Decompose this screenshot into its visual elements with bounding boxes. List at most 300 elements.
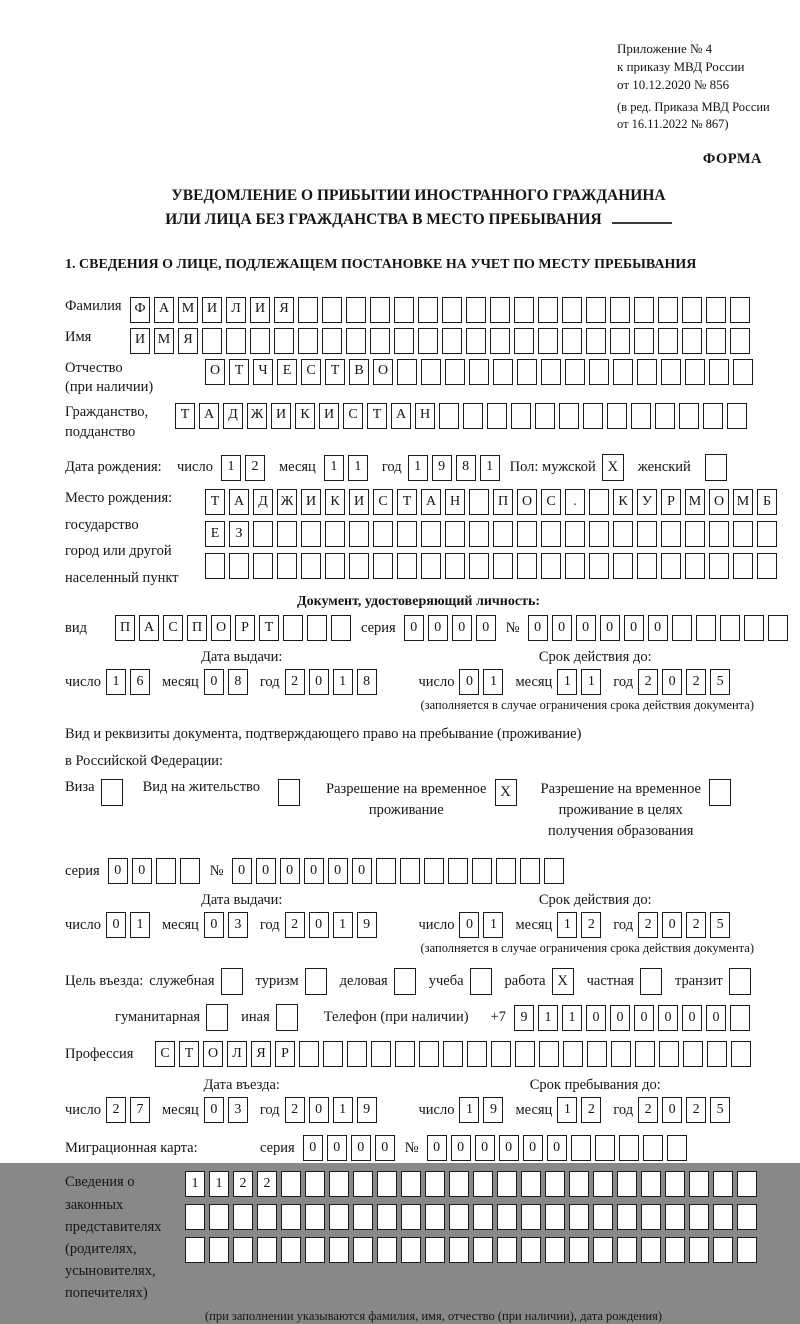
char-cell[interactable] bbox=[709, 521, 729, 547]
char-cell[interactable] bbox=[376, 858, 396, 884]
char-cell[interactable]: 0 bbox=[328, 858, 348, 884]
char-cell[interactable]: Ч bbox=[253, 359, 273, 385]
char-cell[interactable] bbox=[709, 359, 729, 385]
char-cell[interactable] bbox=[539, 1041, 559, 1067]
char-cell[interactable] bbox=[545, 1204, 565, 1230]
issued-year-cells[interactable] bbox=[285, 669, 377, 695]
char-cell[interactable]: 9 bbox=[514, 1005, 534, 1031]
char-cell[interactable]: Н bbox=[415, 403, 435, 429]
char-cell[interactable] bbox=[298, 328, 318, 354]
char-cell[interactable] bbox=[730, 328, 750, 354]
char-cell[interactable] bbox=[467, 1041, 487, 1067]
char-cell[interactable] bbox=[449, 1171, 469, 1197]
birth-place-cells-row2[interactable] bbox=[205, 521, 777, 547]
char-cell[interactable] bbox=[595, 1135, 615, 1161]
char-cell[interactable]: 5 bbox=[710, 912, 730, 938]
char-cell[interactable] bbox=[593, 1237, 613, 1263]
char-cell[interactable]: 1 bbox=[130, 912, 150, 938]
char-cell[interactable] bbox=[425, 1204, 445, 1230]
char-cell[interactable]: П bbox=[187, 615, 207, 641]
char-cell[interactable] bbox=[706, 297, 726, 323]
char-cell[interactable] bbox=[733, 359, 753, 385]
char-cell[interactable]: И bbox=[319, 403, 339, 429]
char-cell[interactable]: 0 bbox=[528, 615, 548, 641]
char-cell[interactable] bbox=[156, 858, 176, 884]
char-cell[interactable] bbox=[323, 1041, 343, 1067]
char-cell[interactable] bbox=[397, 553, 417, 579]
char-cell[interactable] bbox=[281, 1171, 301, 1197]
char-cell[interactable]: 2 bbox=[581, 1097, 601, 1123]
char-cell[interactable]: А bbox=[139, 615, 159, 641]
char-cell[interactable] bbox=[307, 615, 327, 641]
char-cell[interactable] bbox=[493, 521, 513, 547]
char-cell[interactable]: 8 bbox=[456, 455, 476, 481]
char-cell[interactable] bbox=[565, 521, 585, 547]
char-cell[interactable]: 0 bbox=[662, 1097, 682, 1123]
char-cell[interactable] bbox=[229, 553, 249, 579]
rvp-checkbox[interactable]: X bbox=[495, 779, 517, 806]
char-cell[interactable]: 1 bbox=[221, 455, 241, 481]
char-cell[interactable]: Т bbox=[367, 403, 387, 429]
char-cell[interactable]: 0 bbox=[662, 912, 682, 938]
char-cell[interactable]: 1 bbox=[408, 455, 428, 481]
char-cell[interactable] bbox=[613, 359, 633, 385]
char-cell[interactable] bbox=[541, 553, 561, 579]
char-cell[interactable] bbox=[637, 521, 657, 547]
char-cell[interactable] bbox=[703, 403, 723, 429]
char-cell[interactable] bbox=[617, 1237, 637, 1263]
char-cell[interactable] bbox=[469, 489, 489, 515]
char-cell[interactable] bbox=[418, 297, 438, 323]
char-cell[interactable] bbox=[370, 328, 390, 354]
char-cell[interactable] bbox=[685, 521, 705, 547]
char-cell[interactable]: 0 bbox=[476, 615, 496, 641]
char-cell[interactable] bbox=[733, 521, 753, 547]
char-cell[interactable] bbox=[538, 297, 558, 323]
char-cell[interactable]: 0 bbox=[327, 1135, 347, 1161]
char-cell[interactable]: 2 bbox=[257, 1171, 277, 1197]
char-cell[interactable] bbox=[517, 359, 537, 385]
char-cell[interactable] bbox=[569, 1171, 589, 1197]
rvp-edu-checkbox[interactable] bbox=[709, 779, 731, 806]
char-cell[interactable]: Е bbox=[277, 359, 297, 385]
char-cell[interactable] bbox=[439, 403, 459, 429]
char-cell[interactable]: 0 bbox=[309, 912, 329, 938]
char-cell[interactable] bbox=[679, 403, 699, 429]
char-cell[interactable] bbox=[517, 553, 537, 579]
char-cell[interactable] bbox=[682, 297, 702, 323]
char-cell[interactable] bbox=[634, 297, 654, 323]
guardians-cells-row2[interactable] bbox=[185, 1204, 757, 1230]
purpose-chastnaya-checkbox[interactable] bbox=[640, 968, 662, 995]
char-cell[interactable]: 9 bbox=[357, 1097, 377, 1123]
char-cell[interactable] bbox=[737, 1237, 757, 1263]
char-cell[interactable] bbox=[445, 553, 465, 579]
char-cell[interactable]: 1 bbox=[483, 912, 503, 938]
char-cell[interactable]: 9 bbox=[357, 912, 377, 938]
entry-month-cells[interactable] bbox=[204, 1097, 248, 1123]
char-cell[interactable]: Е bbox=[205, 521, 225, 547]
char-cell[interactable] bbox=[497, 1237, 517, 1263]
purpose-tranzit-checkbox[interactable] bbox=[729, 968, 751, 995]
char-cell[interactable] bbox=[449, 1237, 469, 1263]
char-cell[interactable]: Т bbox=[229, 359, 249, 385]
char-cell[interactable] bbox=[667, 1135, 687, 1161]
char-cell[interactable] bbox=[277, 553, 297, 579]
char-cell[interactable]: 0 bbox=[475, 1135, 495, 1161]
char-cell[interactable] bbox=[442, 328, 462, 354]
purpose-delovaya-checkbox[interactable] bbox=[394, 968, 416, 995]
char-cell[interactable]: 0 bbox=[309, 669, 329, 695]
char-cell[interactable] bbox=[635, 1041, 655, 1067]
char-cell[interactable]: М bbox=[685, 489, 705, 515]
char-cell[interactable]: Ж bbox=[247, 403, 267, 429]
char-cell[interactable] bbox=[180, 858, 200, 884]
char-cell[interactable] bbox=[730, 297, 750, 323]
char-cell[interactable]: И bbox=[301, 489, 321, 515]
char-cell[interactable] bbox=[185, 1237, 205, 1263]
char-cell[interactable] bbox=[226, 328, 246, 354]
char-cell[interactable]: 5 bbox=[710, 669, 730, 695]
rvp-valid-year-cells[interactable] bbox=[638, 912, 730, 938]
char-cell[interactable]: Т bbox=[325, 359, 345, 385]
char-cell[interactable] bbox=[301, 521, 321, 547]
char-cell[interactable] bbox=[421, 359, 441, 385]
char-cell[interactable] bbox=[349, 521, 369, 547]
char-cell[interactable] bbox=[202, 328, 222, 354]
char-cell[interactable]: 0 bbox=[523, 1135, 543, 1161]
char-cell[interactable] bbox=[463, 403, 483, 429]
char-cell[interactable]: 0 bbox=[256, 858, 276, 884]
char-cell[interactable] bbox=[571, 1135, 591, 1161]
char-cell[interactable]: И bbox=[349, 489, 369, 515]
char-cell[interactable] bbox=[589, 553, 609, 579]
issued-day-cells[interactable] bbox=[106, 669, 150, 695]
char-cell[interactable] bbox=[425, 1237, 445, 1263]
char-cell[interactable] bbox=[401, 1237, 421, 1263]
char-cell[interactable]: О bbox=[709, 489, 729, 515]
char-cell[interactable]: И bbox=[250, 297, 270, 323]
char-cell[interactable] bbox=[394, 297, 414, 323]
char-cell[interactable] bbox=[737, 1204, 757, 1230]
char-cell[interactable] bbox=[253, 553, 273, 579]
char-cell[interactable] bbox=[473, 1171, 493, 1197]
char-cell[interactable]: 2 bbox=[686, 1097, 706, 1123]
char-cell[interactable]: 0 bbox=[586, 1005, 606, 1031]
char-cell[interactable]: И bbox=[130, 328, 150, 354]
char-cell[interactable]: 7 bbox=[130, 1097, 150, 1123]
char-cell[interactable]: 5 bbox=[710, 1097, 730, 1123]
char-cell[interactable]: И bbox=[202, 297, 222, 323]
char-cell[interactable]: Т bbox=[205, 489, 225, 515]
char-cell[interactable]: 0 bbox=[375, 1135, 395, 1161]
char-cell[interactable]: Д bbox=[253, 489, 273, 515]
char-cell[interactable]: 1 bbox=[483, 669, 503, 695]
char-cell[interactable] bbox=[757, 553, 777, 579]
char-cell[interactable] bbox=[661, 359, 681, 385]
migration-number-cells[interactable] bbox=[427, 1135, 687, 1161]
char-cell[interactable] bbox=[305, 1204, 325, 1230]
char-cell[interactable]: С bbox=[155, 1041, 175, 1067]
char-cell[interactable]: С bbox=[541, 489, 561, 515]
char-cell[interactable] bbox=[496, 858, 516, 884]
char-cell[interactable] bbox=[545, 1171, 565, 1197]
char-cell[interactable]: 1 bbox=[185, 1171, 205, 1197]
char-cell[interactable]: 0 bbox=[662, 669, 682, 695]
char-cell[interactable] bbox=[395, 1041, 415, 1067]
char-cell[interactable]: 2 bbox=[638, 1097, 658, 1123]
valid-year-cells[interactable] bbox=[638, 669, 730, 695]
char-cell[interactable]: 0 bbox=[610, 1005, 630, 1031]
char-cell[interactable] bbox=[346, 328, 366, 354]
char-cell[interactable] bbox=[253, 521, 273, 547]
char-cell[interactable]: А bbox=[391, 403, 411, 429]
char-cell[interactable]: 0 bbox=[204, 912, 224, 938]
char-cell[interactable]: П bbox=[493, 489, 513, 515]
char-cell[interactable] bbox=[353, 1204, 373, 1230]
char-cell[interactable]: 0 bbox=[309, 1097, 329, 1123]
char-cell[interactable] bbox=[517, 521, 537, 547]
char-cell[interactable] bbox=[696, 615, 716, 641]
char-cell[interactable]: Л bbox=[226, 297, 246, 323]
char-cell[interactable] bbox=[737, 1171, 757, 1197]
char-cell[interactable]: Я bbox=[178, 328, 198, 354]
char-cell[interactable] bbox=[497, 1171, 517, 1197]
char-cell[interactable] bbox=[394, 328, 414, 354]
char-cell[interactable] bbox=[709, 553, 729, 579]
char-cell[interactable] bbox=[424, 858, 444, 884]
char-cell[interactable]: О bbox=[203, 1041, 223, 1067]
char-cell[interactable] bbox=[682, 328, 702, 354]
char-cell[interactable] bbox=[233, 1237, 253, 1263]
char-cell[interactable] bbox=[257, 1204, 277, 1230]
char-cell[interactable]: 1 bbox=[557, 1097, 577, 1123]
char-cell[interactable]: 0 bbox=[132, 858, 152, 884]
rvp-issued-day-cells[interactable] bbox=[106, 912, 150, 938]
char-cell[interactable]: 6 bbox=[130, 669, 150, 695]
char-cell[interactable] bbox=[331, 615, 351, 641]
purpose-turizm-checkbox[interactable] bbox=[305, 968, 327, 995]
char-cell[interactable]: 1 bbox=[324, 455, 344, 481]
char-cell[interactable] bbox=[613, 521, 633, 547]
surname-input-cells[interactable] bbox=[130, 297, 750, 323]
char-cell[interactable] bbox=[377, 1237, 397, 1263]
char-cell[interactable]: 1 bbox=[333, 1097, 353, 1123]
rvp-issued-year-cells[interactable] bbox=[285, 912, 377, 938]
char-cell[interactable] bbox=[544, 858, 564, 884]
char-cell[interactable] bbox=[559, 403, 579, 429]
char-cell[interactable] bbox=[610, 297, 630, 323]
char-cell[interactable]: О bbox=[205, 359, 225, 385]
char-cell[interactable] bbox=[637, 553, 657, 579]
char-cell[interactable] bbox=[586, 328, 606, 354]
char-cell[interactable] bbox=[665, 1204, 685, 1230]
char-cell[interactable] bbox=[400, 858, 420, 884]
char-cell[interactable] bbox=[442, 297, 462, 323]
char-cell[interactable] bbox=[305, 1171, 325, 1197]
char-cell[interactable] bbox=[377, 1171, 397, 1197]
char-cell[interactable] bbox=[562, 328, 582, 354]
guardians-cells-row1[interactable] bbox=[185, 1171, 757, 1197]
purpose-rabota-checkbox[interactable]: X bbox=[552, 968, 574, 995]
char-cell[interactable] bbox=[233, 1204, 253, 1230]
char-cell[interactable] bbox=[641, 1204, 661, 1230]
char-cell[interactable] bbox=[713, 1237, 733, 1263]
char-cell[interactable] bbox=[565, 359, 585, 385]
char-cell[interactable] bbox=[401, 1171, 421, 1197]
doc-series-cells[interactable] bbox=[404, 615, 496, 641]
char-cell[interactable]: Я bbox=[274, 297, 294, 323]
sex-female-checkbox[interactable] bbox=[705, 454, 727, 481]
char-cell[interactable]: 1 bbox=[459, 1097, 479, 1123]
char-cell[interactable] bbox=[617, 1204, 637, 1230]
entry-day-cells[interactable] bbox=[106, 1097, 150, 1123]
char-cell[interactable] bbox=[619, 1135, 639, 1161]
rvp-number-cells[interactable] bbox=[232, 858, 564, 884]
char-cell[interactable]: 1 bbox=[333, 669, 353, 695]
char-cell[interactable]: 0 bbox=[459, 669, 479, 695]
char-cell[interactable] bbox=[419, 1041, 439, 1067]
char-cell[interactable] bbox=[373, 521, 393, 547]
birth-month-cells[interactable] bbox=[324, 455, 368, 481]
char-cell[interactable] bbox=[617, 1171, 637, 1197]
char-cell[interactable]: М bbox=[154, 328, 174, 354]
char-cell[interactable] bbox=[472, 858, 492, 884]
char-cell[interactable] bbox=[469, 553, 489, 579]
char-cell[interactable] bbox=[397, 359, 417, 385]
char-cell[interactable] bbox=[283, 615, 303, 641]
profession-cells[interactable] bbox=[155, 1041, 751, 1067]
char-cell[interactable]: 1 bbox=[557, 912, 577, 938]
char-cell[interactable] bbox=[658, 328, 678, 354]
char-cell[interactable]: О bbox=[517, 489, 537, 515]
sex-male-checkbox[interactable]: X bbox=[602, 454, 624, 481]
char-cell[interactable]: 0 bbox=[106, 912, 126, 938]
char-cell[interactable] bbox=[706, 328, 726, 354]
char-cell[interactable] bbox=[569, 1237, 589, 1263]
char-cell[interactable]: 0 bbox=[682, 1005, 702, 1031]
char-cell[interactable] bbox=[277, 521, 297, 547]
char-cell[interactable]: 0 bbox=[547, 1135, 567, 1161]
char-cell[interactable] bbox=[487, 403, 507, 429]
char-cell[interactable]: 0 bbox=[108, 858, 128, 884]
char-cell[interactable] bbox=[521, 1204, 541, 1230]
char-cell[interactable]: 1 bbox=[557, 669, 577, 695]
char-cell[interactable]: 0 bbox=[428, 615, 448, 641]
char-cell[interactable] bbox=[610, 328, 630, 354]
char-cell[interactable] bbox=[514, 297, 534, 323]
char-cell[interactable]: Ф bbox=[130, 297, 150, 323]
char-cell[interactable] bbox=[373, 553, 393, 579]
char-cell[interactable] bbox=[353, 1171, 373, 1197]
char-cell[interactable]: Л bbox=[227, 1041, 247, 1067]
char-cell[interactable]: И bbox=[271, 403, 291, 429]
char-cell[interactable] bbox=[720, 615, 740, 641]
char-cell[interactable] bbox=[473, 1237, 493, 1263]
char-cell[interactable] bbox=[659, 1041, 679, 1067]
char-cell[interactable] bbox=[421, 553, 441, 579]
char-cell[interactable]: Т bbox=[397, 489, 417, 515]
char-cell[interactable]: Д bbox=[223, 403, 243, 429]
char-cell[interactable] bbox=[565, 553, 585, 579]
char-cell[interactable]: 2 bbox=[106, 1097, 126, 1123]
char-cell[interactable] bbox=[346, 297, 366, 323]
char-cell[interactable]: 2 bbox=[285, 669, 305, 695]
char-cell[interactable] bbox=[445, 359, 465, 385]
char-cell[interactable] bbox=[397, 521, 417, 547]
char-cell[interactable]: . bbox=[565, 489, 585, 515]
birth-day-cells[interactable] bbox=[221, 455, 265, 481]
char-cell[interactable]: 2 bbox=[285, 1097, 305, 1123]
char-cell[interactable] bbox=[545, 1237, 565, 1263]
rvp-issued-month-cells[interactable] bbox=[204, 912, 248, 938]
char-cell[interactable] bbox=[274, 328, 294, 354]
char-cell[interactable] bbox=[281, 1237, 301, 1263]
char-cell[interactable] bbox=[637, 359, 657, 385]
char-cell[interactable] bbox=[491, 1041, 511, 1067]
issued-month-cells[interactable] bbox=[204, 669, 248, 695]
char-cell[interactable]: 0 bbox=[427, 1135, 447, 1161]
char-cell[interactable]: 1 bbox=[209, 1171, 229, 1197]
char-cell[interactable]: 0 bbox=[451, 1135, 471, 1161]
char-cell[interactable]: О bbox=[373, 359, 393, 385]
birth-place-cells-row1[interactable] bbox=[205, 489, 777, 515]
char-cell[interactable] bbox=[418, 328, 438, 354]
char-cell[interactable] bbox=[421, 521, 441, 547]
char-cell[interactable]: 0 bbox=[600, 615, 620, 641]
char-cell[interactable]: 8 bbox=[357, 669, 377, 695]
char-cell[interactable]: П bbox=[115, 615, 135, 641]
citizenship-input-cells[interactable] bbox=[175, 403, 747, 429]
char-cell[interactable] bbox=[205, 553, 225, 579]
char-cell[interactable] bbox=[683, 1041, 703, 1067]
char-cell[interactable] bbox=[672, 615, 692, 641]
char-cell[interactable] bbox=[713, 1204, 733, 1230]
rvp-series-cells[interactable] bbox=[108, 858, 200, 884]
char-cell[interactable] bbox=[469, 359, 489, 385]
rvp-valid-day-cells[interactable] bbox=[459, 912, 503, 938]
char-cell[interactable] bbox=[493, 553, 513, 579]
char-cell[interactable]: А bbox=[421, 489, 441, 515]
char-cell[interactable]: 1 bbox=[333, 912, 353, 938]
char-cell[interactable] bbox=[643, 1135, 663, 1161]
doc-number-cells[interactable] bbox=[528, 615, 788, 641]
char-cell[interactable] bbox=[322, 328, 342, 354]
char-cell[interactable]: 0 bbox=[552, 615, 572, 641]
char-cell[interactable]: С bbox=[163, 615, 183, 641]
char-cell[interactable] bbox=[349, 553, 369, 579]
given-name-input-cells[interactable] bbox=[130, 328, 750, 354]
char-cell[interactable] bbox=[535, 403, 555, 429]
char-cell[interactable]: У bbox=[637, 489, 657, 515]
char-cell[interactable] bbox=[685, 359, 705, 385]
char-cell[interactable] bbox=[466, 328, 486, 354]
purpose-inaya-checkbox[interactable] bbox=[276, 1004, 298, 1031]
char-cell[interactable] bbox=[587, 1041, 607, 1067]
char-cell[interactable]: 3 bbox=[228, 1097, 248, 1123]
char-cell[interactable] bbox=[257, 1237, 277, 1263]
char-cell[interactable] bbox=[298, 297, 318, 323]
doc-type-cells[interactable] bbox=[115, 615, 351, 641]
char-cell[interactable] bbox=[511, 403, 531, 429]
visa-checkbox[interactable] bbox=[101, 779, 123, 806]
char-cell[interactable]: 1 bbox=[562, 1005, 582, 1031]
birth-year-cells[interactable] bbox=[408, 455, 500, 481]
char-cell[interactable]: 2 bbox=[581, 912, 601, 938]
char-cell[interactable] bbox=[563, 1041, 583, 1067]
char-cell[interactable]: 0 bbox=[304, 858, 324, 884]
char-cell[interactable] bbox=[658, 297, 678, 323]
